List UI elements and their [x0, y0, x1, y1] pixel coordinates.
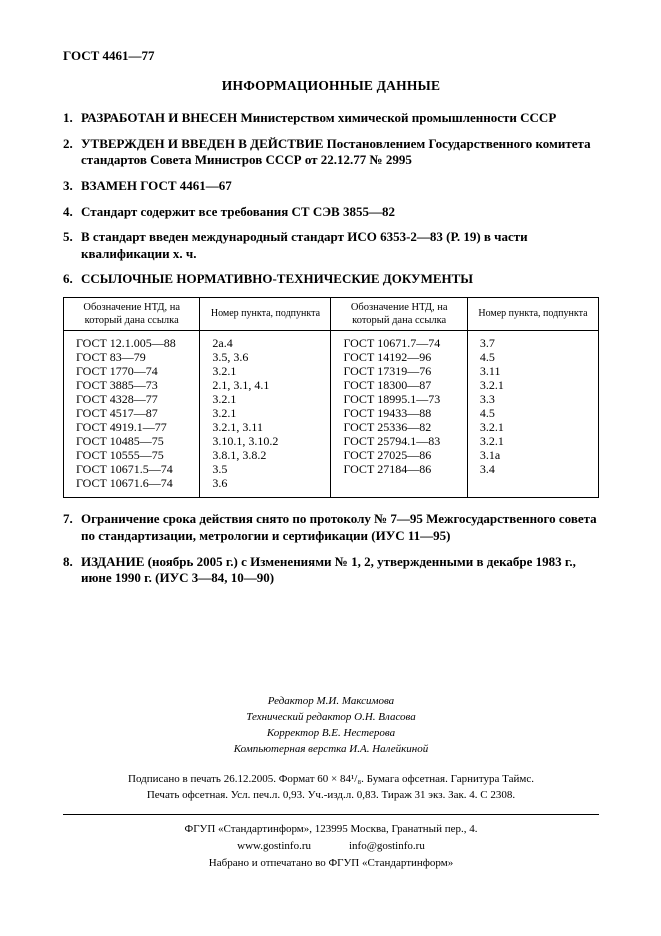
colophon: [63, 694, 599, 872]
clause-number: 3.2.1: [200, 364, 331, 378]
ntd-designation: [331, 476, 467, 498]
ntd-designation: ГОСТ 10671.7—74: [331, 331, 467, 351]
item-text: УТВЕРЖДЕН И ВВЕДЕН В ДЕЙСТВИЕ Постановлением Государственного комитета стандартов Совета Министров СССР от 22.12.77 № 2995: [81, 135, 591, 168]
publisher-website: www.gostinfo.ru: [237, 839, 311, 852]
table-header-row: [64, 298, 599, 331]
item-text: Стандарт содержит все требования СТ СЭВ 3855—82: [81, 203, 395, 219]
table-row: [64, 406, 599, 420]
credit-technical-editor: Технический редактор О.Н. Власова: [246, 710, 416, 723]
ntd-designation: ГОСТ 10671.6—74: [76, 476, 173, 491]
credit-editor: Редактор М.И. Максимова: [267, 695, 395, 707]
publisher-email: info@gostinfo.ru: [349, 839, 425, 852]
credit-layout: Компьютерная верстка И.А. Налейкиной: [233, 742, 429, 755]
credit-corrector: Корректор В.Е. Нестерова: [266, 726, 396, 739]
clause-number: 3.5, 3.6: [200, 350, 331, 364]
clause-number: 2а.4: [200, 331, 331, 351]
doc-number: ГОСТ 4461—77: [63, 48, 155, 63]
item-number: 3.: [63, 177, 73, 193]
ntd-designation: ГОСТ 4517—87: [76, 406, 158, 421]
clause-number: 3.11: [467, 364, 598, 378]
print-info-line-2: Печать офсетная. Усл. печ.л. 0,93. Уч.-изд.л. 0,83. Тираж 31 экз. Зак. 4. С 2308.: [146, 789, 516, 802]
list-item-3: [63, 178, 599, 195]
print-info-block: [63, 771, 599, 804]
clause-number: [467, 476, 598, 498]
clause-number: 3.4: [467, 462, 598, 476]
publisher-links: [63, 838, 599, 855]
item-number: 1.: [63, 110, 73, 125]
clause-number: 2.1, 3.1, 4.1: [200, 378, 331, 392]
table-row: [64, 462, 599, 476]
ntd-designation: ГОСТ 10485—75: [76, 434, 164, 449]
clause-number: 3.1а: [467, 448, 598, 462]
table-row: [64, 420, 599, 434]
clause-number: 3.2.1: [467, 378, 598, 392]
item-number: 2.: [63, 135, 73, 151]
list-item-8: [63, 554, 599, 587]
item-text: Ограничение срока действия снято по протоколу № 7—95 Межгосударственного совета по стандартизации, метрологии и сертификации (ИУС 11—95): [81, 511, 597, 543]
item-number: 6.: [63, 271, 73, 287]
ntd-designation: ГОСТ 4919.1—77: [76, 420, 167, 435]
item-text: ССЫЛОЧНЫЕ НОРМАТИВНО-ТЕХНИЧЕСКИЕ ДОКУМЕНТЫ: [81, 271, 474, 287]
ntd-designation: ГОСТ 4328—77: [76, 392, 158, 407]
ntd-designation: ГОСТ 25794.1—83: [331, 434, 467, 448]
ntd-designation: ГОСТ 18995.1—73: [331, 392, 467, 406]
ntd-designation: ГОСТ 17319—76: [331, 364, 467, 378]
clause-number: 3.10.1, 3.10.2: [200, 434, 331, 448]
clause-number: 3.2.1: [467, 420, 598, 434]
ntd-designation: ГОСТ 19433—88: [331, 406, 467, 420]
ntd-designation: ГОСТ 25336—82: [331, 420, 467, 434]
list-item-4: [63, 204, 599, 221]
ntd-designation: ГОСТ 3885—73: [76, 378, 158, 393]
ntd-designation: ГОСТ 10555—75: [76, 448, 164, 463]
clause-number: 4.5: [467, 350, 598, 364]
item-text: В стандарт введен международный стандарт ИСО 6353-2—83 (Р. 19) в части квалификации х. ч.: [81, 229, 528, 261]
item-text: РАЗРАБОТАН И ВНЕСЕН Министерством химической промышленности СССР: [81, 110, 557, 125]
item-number: 7.: [63, 511, 73, 527]
item-number: 5.: [63, 229, 73, 245]
ntd-designation: ГОСТ 10671.5—74: [76, 462, 173, 477]
clause-number: 4.5: [467, 406, 598, 420]
table-header-clause-right: Номер пункта, подпункта: [467, 298, 598, 331]
list-item-5: [63, 229, 599, 262]
references-table: [63, 297, 599, 498]
table-header-designation-right: Обозначение НТД, на который дана ссылка: [331, 298, 467, 331]
table-row: [64, 378, 599, 392]
clause-number: 3.7: [467, 331, 598, 351]
table-header-clause-left: Номер пункта, подпункта: [200, 298, 331, 331]
ntd-designation: ГОСТ 14192—96: [331, 350, 467, 364]
table-row: [64, 364, 599, 378]
ntd-designation: ГОСТ 18300—87: [331, 378, 467, 392]
table-row: [64, 350, 599, 364]
divider-rule: [63, 814, 599, 815]
table-row: [64, 448, 599, 462]
list-item-7: [63, 511, 599, 544]
table-row: [64, 392, 599, 406]
clause-number: 3.5: [200, 462, 331, 476]
table-header-designation-left: Обозначение НТД, на который дана ссылка: [64, 298, 200, 331]
clause-number: 3.6: [200, 476, 331, 498]
clause-number: 3.2.1: [467, 434, 598, 448]
ntd-designation: ГОСТ 27025—86: [331, 448, 467, 462]
clause-number: 3.2.1, 3.11: [200, 420, 331, 434]
credits-block: [63, 694, 599, 758]
clause-number: 3.3: [467, 392, 598, 406]
list-item-6: [63, 271, 599, 288]
publisher-block: [63, 821, 599, 872]
clause-number: 3.2.1: [200, 392, 331, 406]
table-row: [64, 434, 599, 448]
print-info-line-1: Подписано в печать 26.12.2005. Формат 60 × 84¹/₈. Бумага офсетная. Гарнитура Таймс.: [128, 772, 534, 785]
item-number: 8.: [63, 553, 73, 569]
item-number: 4.: [63, 203, 73, 219]
ntd-designation: ГОСТ 1770—74: [76, 364, 158, 379]
ntd-designation: ГОСТ 27184—86: [331, 462, 467, 476]
item-text: ИЗДАНИЕ (ноябрь 2005 г.) с Изменениями № 1, 2, утвержденными в декабре 1983 г., июне 1990 г. (ИУС 3—84, 10—90): [81, 553, 576, 586]
ntd-designation: ГОСТ 83—79: [76, 350, 146, 365]
clause-number: 3.8.1, 3.8.2: [200, 448, 331, 462]
table-row: [64, 331, 599, 351]
page-title: ИНФОРМАЦИОННЫЕ ДАННЫЕ: [221, 78, 441, 93]
list-item-1: [63, 110, 599, 127]
table-row: [64, 476, 599, 498]
list-item-2: [63, 136, 599, 169]
ntd-designation: ГОСТ 12.1.005—88: [76, 336, 176, 351]
publisher-address: ФГУП «Стандартинформ», 123995 Москва, Гранатный пер., 4.: [184, 822, 478, 835]
item-text: ВЗАМЕН ГОСТ 4461—67: [81, 177, 232, 193]
clause-number: 3.2.1: [200, 406, 331, 420]
printed-at-note: Набрано и отпечатано во ФГУП «Стандартинформ»: [208, 856, 454, 869]
